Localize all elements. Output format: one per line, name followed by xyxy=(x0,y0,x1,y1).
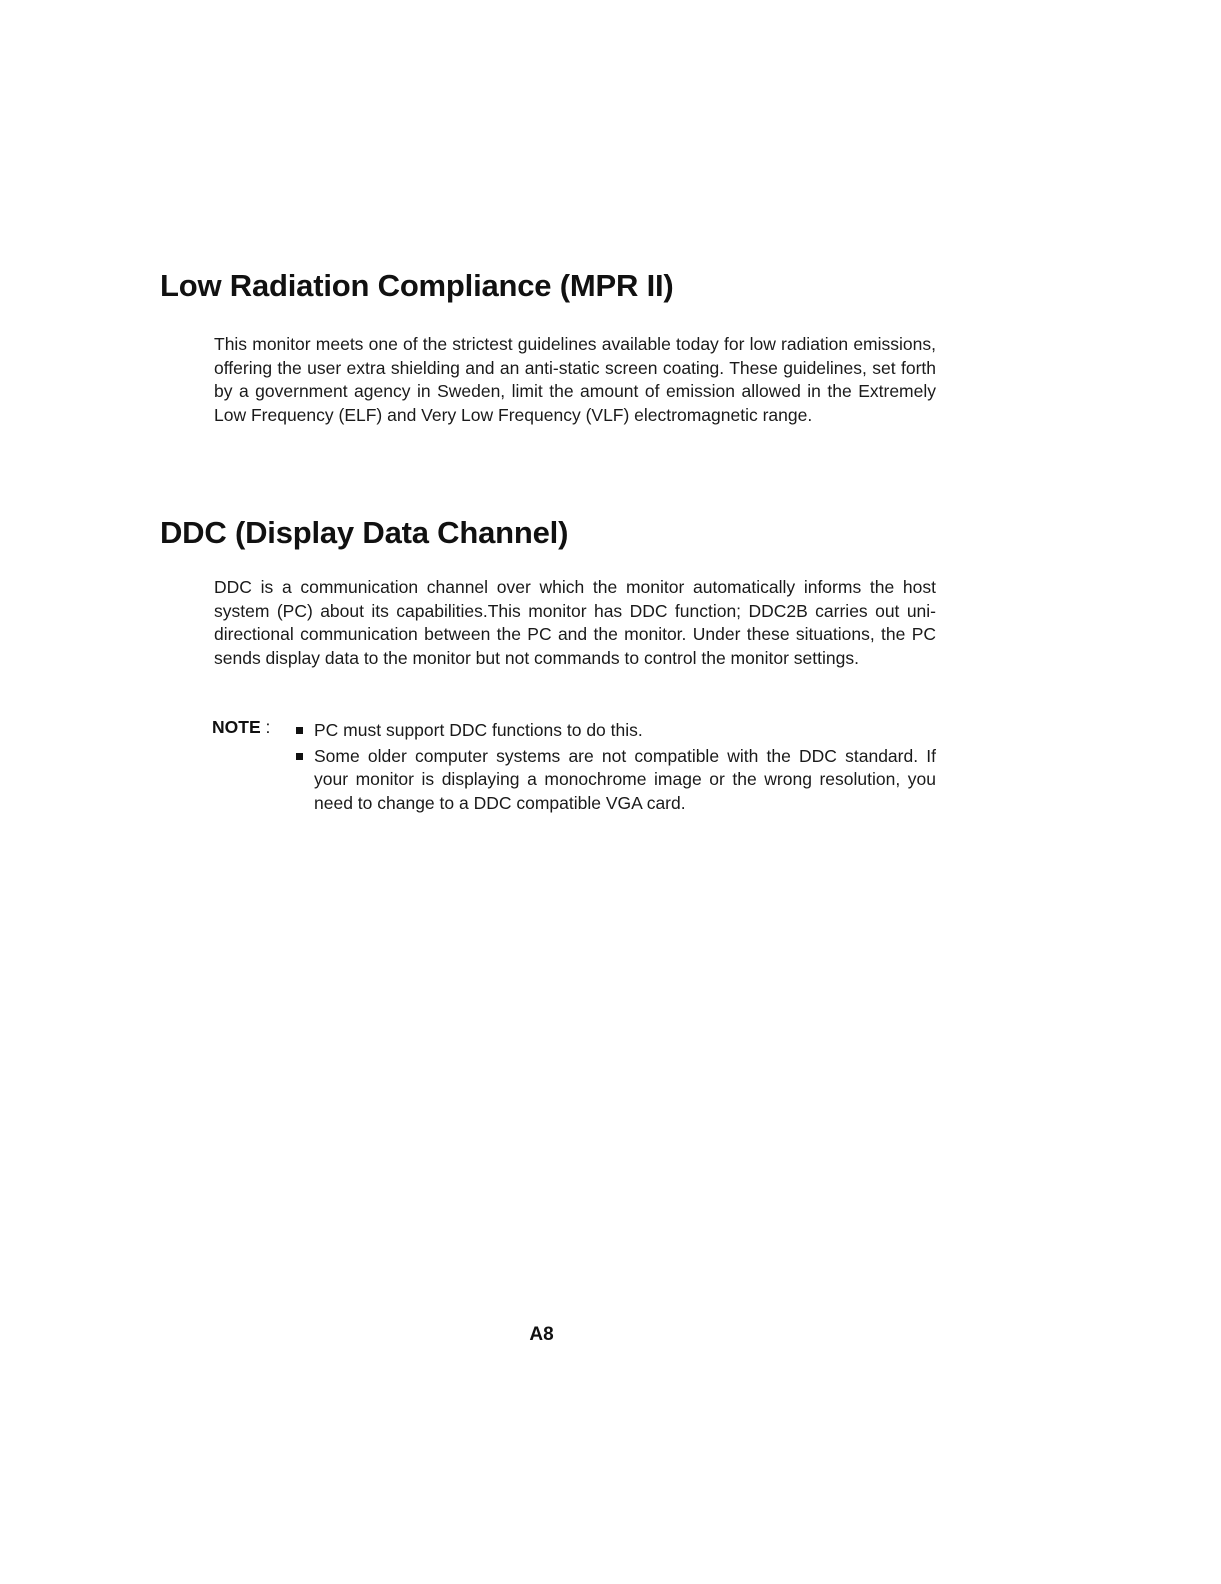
note-item-text: PC must support DDC functions to do this. xyxy=(314,720,643,740)
note-item-text: Some older computer systems are not compatible with the DDC standard. If your monitor is displaying a monochrome image or the wrong resolution, you need to change to a DDC compatible VGA card. xyxy=(314,745,936,813)
section-paragraph-ddc: DDC is a communication channel over which the monitor automatically informs the host system (PC) about its capabilities.This monitor has DDC function; DDC2B carries out uni-directional communication between the PC and the monitor. Under these situations, the PC sends display data to the monitor but not commands to control the monitor settings. xyxy=(214,577,936,668)
note-label-text: NOTE xyxy=(212,717,261,737)
section-heading-low-radiation: Low Radiation Compliance (MPR II) xyxy=(160,268,674,303)
square-bullet-icon xyxy=(296,753,303,760)
section-heading-ddc: DDC (Display Data Channel) xyxy=(160,515,569,550)
page-number: A8 xyxy=(529,1324,554,1345)
note-item xyxy=(296,745,936,816)
note-item xyxy=(296,719,936,743)
note-label-separator: : xyxy=(260,717,271,737)
section-paragraph-low-radiation: This monitor meets one of the strictest guidelines available today for low radiation emissions, offering the user extra shielding and an anti-static screen coating. These guidelines, set forth by a government agency in Sweden, limit the amount of emission allowed in the Extremely Low Frequency (ELF) and Very Low Frequency (VLF) electromagnetic range. xyxy=(214,334,936,425)
note-label xyxy=(212,716,270,740)
note-list xyxy=(296,719,936,817)
square-bullet-icon xyxy=(296,727,303,734)
